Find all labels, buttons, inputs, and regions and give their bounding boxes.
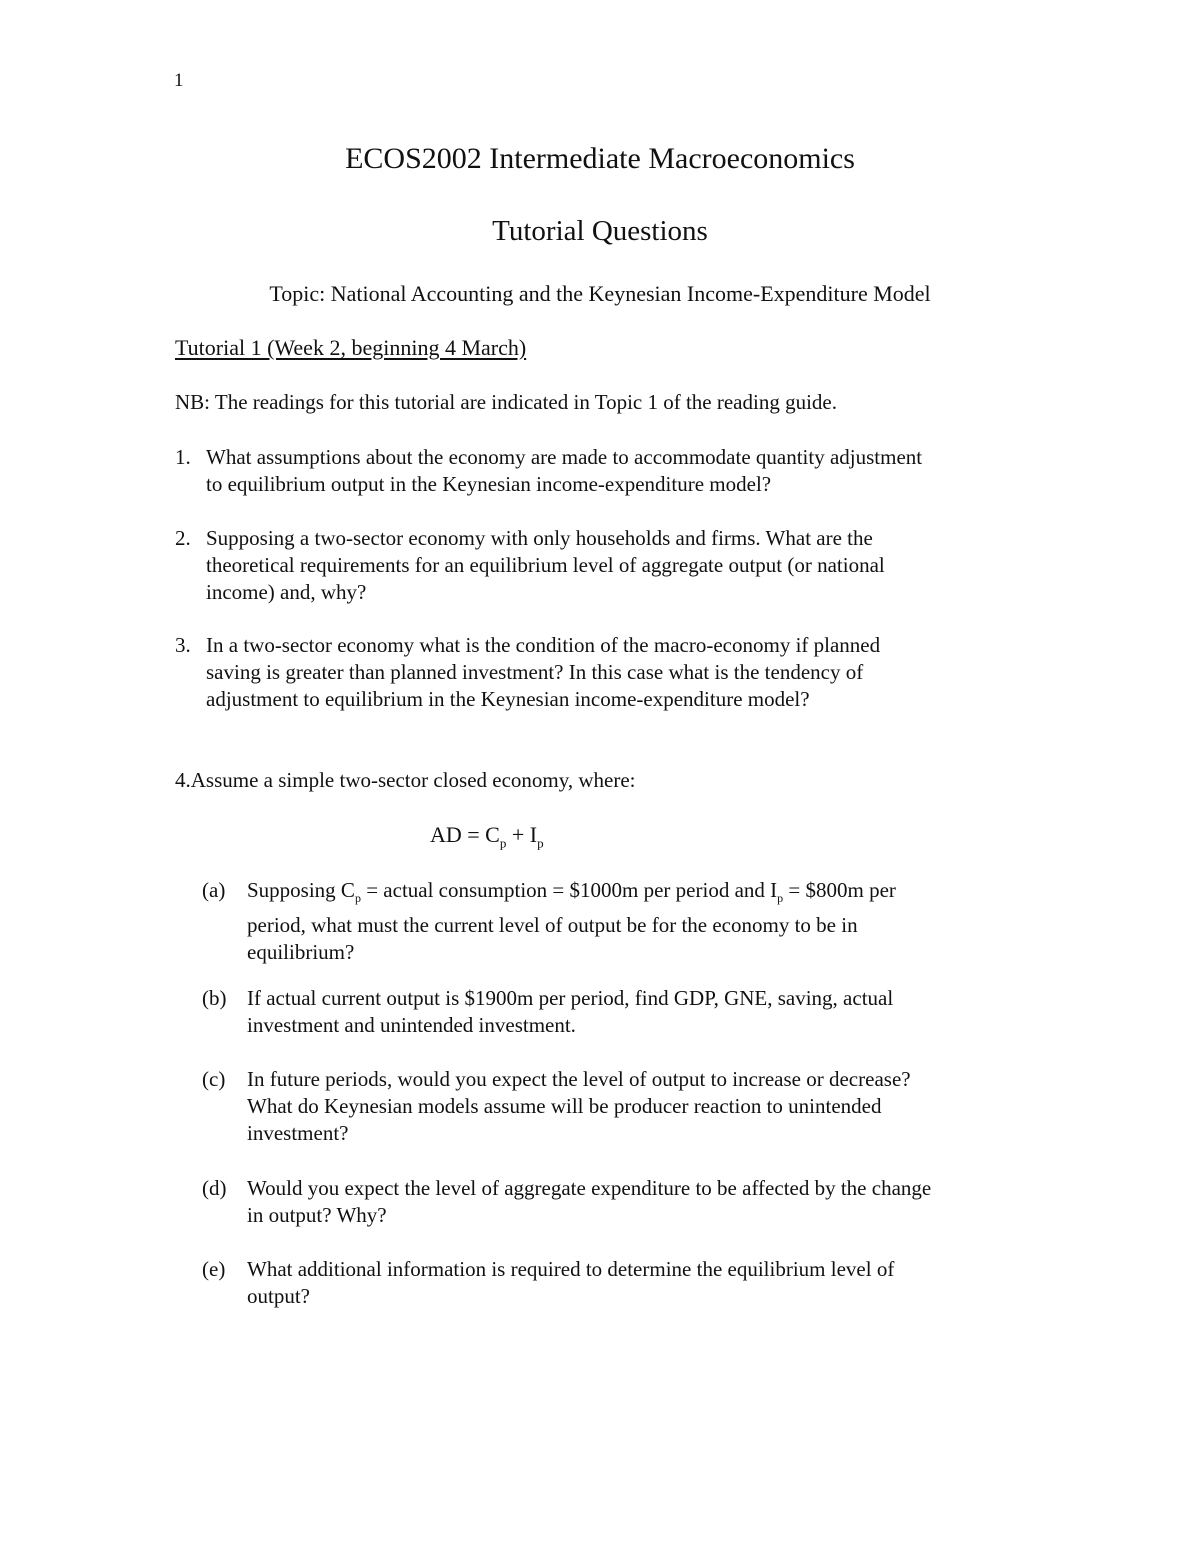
part-line: period, what must the current level of output be for the economy to be in xyxy=(247,913,858,938)
part-line: Supposing $C_p$ = actual consumption = $1000m per period and $I_p$ = $800m per xyxy=(247,878,896,906)
question-4a xyxy=(202,877,1042,966)
question-number: 3. xyxy=(175,633,191,657)
equation-text: AD = C xyxy=(430,822,500,847)
question-number: 1. xyxy=(175,445,191,469)
equation-subscript: p xyxy=(537,835,544,851)
part-label: (e) xyxy=(202,1257,226,1281)
part-line: What additional information is required to determine the equilibrium level of xyxy=(247,1257,895,1281)
question-1 xyxy=(175,444,1045,498)
topic-line: Topic: National Accounting and the Keynesian Income-Expenditure Model xyxy=(269,281,931,306)
part-line: investment? xyxy=(247,1121,349,1145)
part-line: investment and unintended investment. xyxy=(247,1013,576,1037)
part-line: equilibrium? xyxy=(247,940,355,965)
part-label: (c) xyxy=(202,1067,226,1091)
question-line: saving is greater than planned investment? In this case what is the tendency of xyxy=(206,660,864,684)
question-4-intro: 4.Assume a simple two-sector closed economy, where: xyxy=(175,768,636,792)
equation-text: + I xyxy=(506,822,538,847)
equation-subscript: p xyxy=(499,835,507,851)
document-subtitle: Tutorial Questions xyxy=(492,215,708,247)
part-line: In future periods, would you expect the level of output to increase or decrease? xyxy=(247,1067,911,1091)
question-line: theoretical requirements for an equilibrium level of aggregate output (or national xyxy=(206,553,885,577)
question-line: In a two-sector economy what is the condition of the macro-economy if planned xyxy=(206,633,881,657)
part-line: Would you expect the level of aggregate expenditure to be affected by the change xyxy=(247,1176,932,1200)
tutorial-heading: Tutorial 1 (Week 2, beginning 4 March) xyxy=(175,335,527,360)
part-line: If actual current output is $1900m per period, find GDP, GNE, saving, actual xyxy=(247,986,894,1010)
part-line: output? xyxy=(247,1284,310,1308)
page-number: 1 xyxy=(174,70,184,91)
nb-note: NB: The readings for this tutorial are indicated in Topic 1 of the reading guide. xyxy=(175,390,837,414)
ad-equation xyxy=(430,822,544,851)
question-4b xyxy=(202,985,1042,1039)
document-title: ECOS2002 Intermediate Macroeconomics xyxy=(345,142,855,175)
question-3 xyxy=(175,632,1045,713)
question-4e xyxy=(202,1256,1042,1310)
part-label: (a) xyxy=(202,878,226,902)
part-label: (d) xyxy=(202,1176,227,1200)
question-4d xyxy=(202,1175,1042,1229)
question-line: Supposing a two-sector economy with only households and firms. What are the xyxy=(206,526,873,550)
question-2 xyxy=(175,525,1045,606)
part-line: What do Keynesian models assume will be producer reaction to unintended xyxy=(247,1094,882,1118)
part-line: in output? Why? xyxy=(247,1203,387,1227)
part-label: (b) xyxy=(202,986,227,1010)
question-line: What assumptions about the economy are made to accommodate quantity adjustment xyxy=(206,445,923,469)
question-number: 2. xyxy=(175,526,191,550)
question-line: to equilibrium output in the Keynesian income-expenditure model? xyxy=(206,472,772,496)
question-line: adjustment to equilibrium in the Keynesian income-expenditure model? xyxy=(206,687,810,711)
question-4c xyxy=(202,1066,1042,1147)
question-line: income) and, why? xyxy=(206,580,367,604)
